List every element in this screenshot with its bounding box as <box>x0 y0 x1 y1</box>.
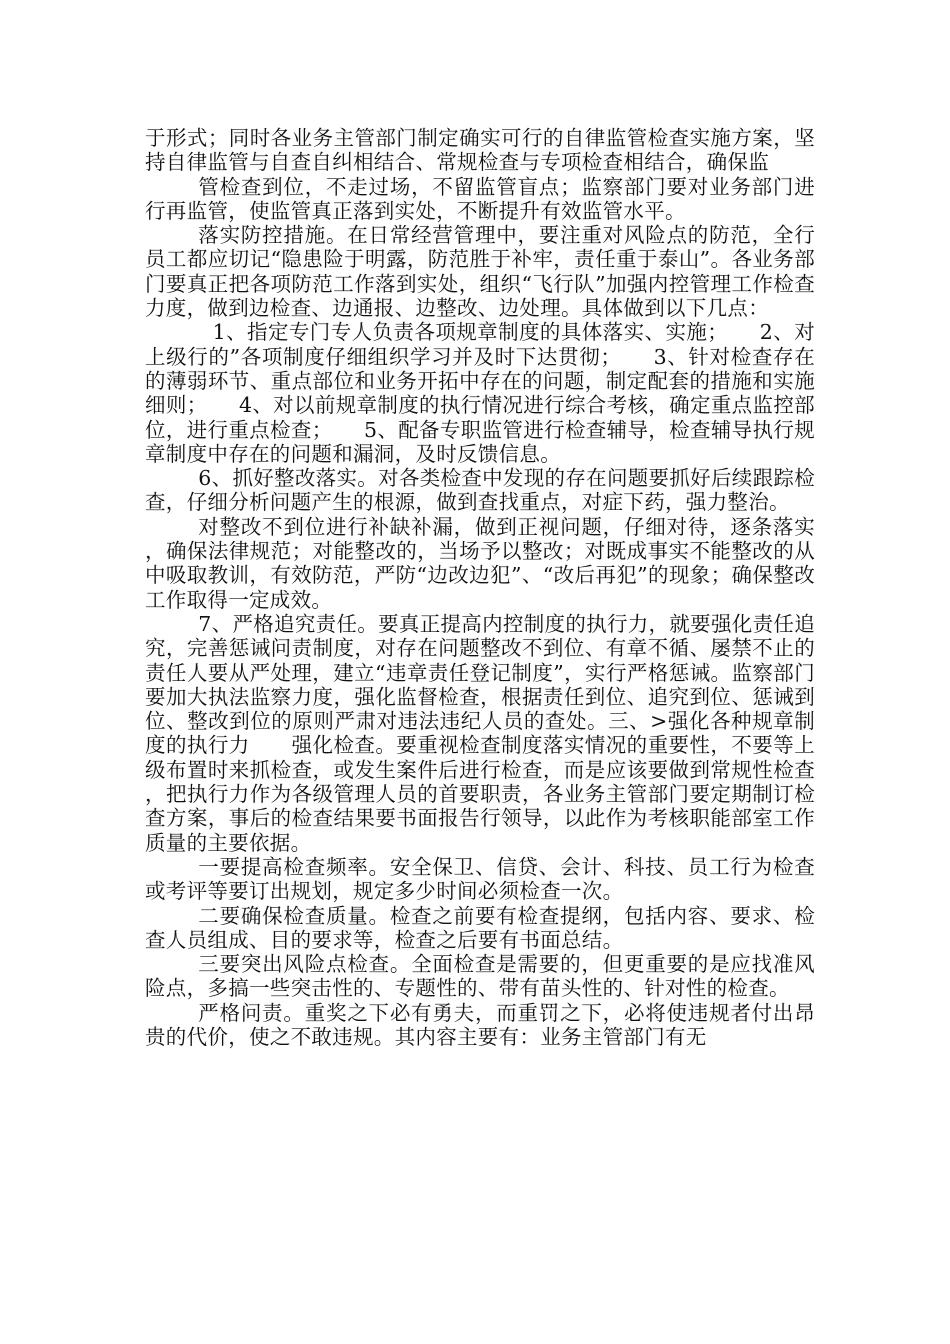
document-body <box>145 126 815 1049</box>
paragraph-3: 落实防控措施。在日常经营管理中，要注重对风险点的防范，全行员工都应切记“隐患险于明露，防范胜于补牢，责任重于泰山”。各业务部门要真正把各项防范工作落到实处，组织“飞行队”加强内控管理工作检查力度，做到边检查、边通报、边整改、边处理。具体做到以下几点： <box>145 223 815 321</box>
paragraph-1: 于形式；同时各业务主管部门制定确实可行的自律监管检查实施方案，坚持自律监管与自查自纠相结合、常规检查与专项检查相结合，确保监 <box>145 126 815 175</box>
paragraph-11: 严格问责。重奖之下必有勇夫，而重罚之下，必将使违规者付出昂贵的代价，使之不敢违规。其内容主要有：业务主管部门有无 <box>145 1000 815 1049</box>
paragraph-4-list: 1、指定专门专人负责各项规章制度的具体落实、实施； 2、对上级行的”各项制度仔细组织学习并及时下达贯彻； 3、针对检查存在的薄弱环节、重点部位和业务开拓中存在的问题，制定配套的措施和实施细则； 4、对以前规章制度的执行情况进行综合考核，确定重点监控部位，进行重点检查； 5、配备专职监管进行检查辅导，检查辅导执行规章制度中存在的问题和漏洞，及时反馈信息。 <box>145 320 815 466</box>
paragraph-9: 二要确保检查质量。检查之前要有检查提纲，包括内容、要求、检查人员组成、目的要求等，检查之后要有书面总结。 <box>145 903 815 952</box>
paragraph-8: 一要提高检查频率。安全保卫、信贷、会计、科技、员工行为检查或考评等要订出规划，规定多少时间必须检查一次。 <box>145 854 815 904</box>
paragraph-2: 管检查到位，不走过场，不留监管盲点；监察部门要对业务部门进行再监管，使监管真正落到实处，不断提升有效监管水平。 <box>145 174 815 223</box>
paragraph-5: 6、抓好整改落实。对各类检查中发现的存在问题要抓好后续跟踪检查，仔细分析问题产生的根源，做到查找重点，对症下药，强力整治。 <box>145 466 815 515</box>
paragraph-10: 三要突出风险点检查。全面检查是需要的，但更重要的是应找准风险点，多搞一些突击性的、专题性的、带有苗头性的、针对性的检查。 <box>145 952 815 1001</box>
paragraph-6: 对整改不到位进行补缺补漏，做到正视问题，仔细对待，逐条落实，确保法律规范；对能整改的，当场予以整改；对既成事实不能整改的从中吸取教训，有效防范，严防“边改边犯”、“改后再犯”的现象；确保整改工作取得一定成效。 <box>145 514 815 612</box>
paragraph-7: 7、严格追究责任。要真正提高内控制度的执行力，就要强化责任追究，完善惩诫问责制度，对存在问题整改不到位、有章不循、屡禁不止的责任人要从严处理，建立“违章责任登记制度”，实行严格惩诫。监察部门要加大执法监察力度，强化监督检查，根据责任到位、追究到位、惩诫到位、整改到位的原则严肃对违法违纪人员的查处。三、>强化各种规章制度的执行力 强化检查。要重视检查制度落实情况的重要性，不要等上级布置时来抓检查，或发生案件后进行检查，而是应该要做到常规性检查，把执行力作为各级管理人员的首要职责，各业务主管部门要定期制订检查方案，事后的检查结果要书面报告行领导，以此作为考核职能部室工作质量的主要依据。 <box>145 611 815 855</box>
